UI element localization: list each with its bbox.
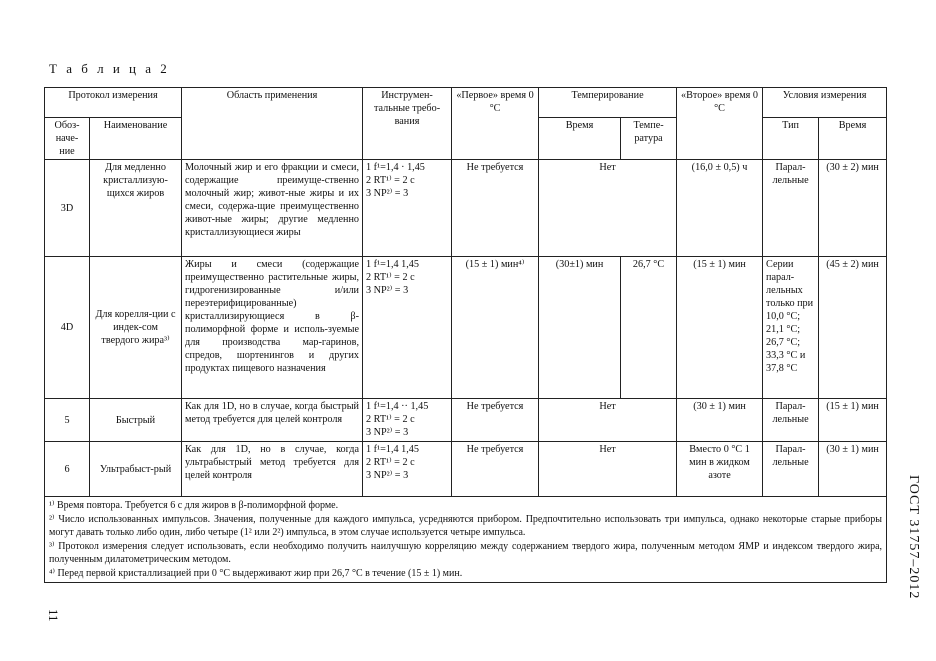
header-time: Время xyxy=(539,118,621,160)
cell-scope: Молочный жир и его фракции и смеси, содержащие преимуще-ственно молочный жир; живот-ные жиры и их смеси, содержа-щие преимущественно живот-ные жиры; другие медленно кристаллизующиеся жиры xyxy=(182,160,363,257)
protocol-table xyxy=(44,87,887,583)
cell-tempering-temp: 26,7 °С xyxy=(621,257,677,399)
cell-scope: Жиры и смеси (содержащие преимущественно растительные жиры, гидрогенизированные и/или переэтерифицированные) кристаллизирующиеся в β-полиморфной форме и исполь-зуемые для производства мар-гаринов, спредов, шортенингов и других продуктах пищевого назначения xyxy=(182,257,363,399)
page-number: 11 xyxy=(46,609,61,622)
header-conditions: Условия измерения xyxy=(763,88,887,118)
cell-instrument: 1 f¹=1,4 1,45 2 RT¹⁾ = 2 с 3 NP²⁾ = 3 xyxy=(363,257,452,399)
notes-row xyxy=(45,497,887,583)
cell-tempering: Нет xyxy=(539,442,677,497)
cell-second-time: (16,0 ± 0,5) ч xyxy=(677,160,763,257)
cell-type: Парал-лельные xyxy=(763,160,819,257)
cell-tempering: Нет xyxy=(539,160,677,257)
standard-label: ГОСТ 31757–2012 xyxy=(906,475,921,600)
cell-scope: Как для 1D, но в случае, когда быстрый метод требуется для целей контроля xyxy=(182,399,363,442)
cell-second-time: (15 ± 1) мин xyxy=(677,257,763,399)
header-tempering: Темперирование xyxy=(539,88,677,118)
table-row xyxy=(45,442,887,497)
table-title: Т а б л и ц а 2 xyxy=(49,61,170,76)
cell-name: Для корелля-ции с индек-сом твердого жира³⁾ xyxy=(90,257,182,399)
cell-type: Парал-лельные xyxy=(763,442,819,497)
cell-first-time: (15 ± 1) мин⁴⁾ xyxy=(452,257,539,399)
header-instrument: Инструмен-тальные требо-вания xyxy=(363,88,452,160)
footnotes xyxy=(45,497,887,583)
cell-time: (30 ± 2) мин xyxy=(819,160,887,257)
cell-type: Парал-лельные xyxy=(763,399,819,442)
table-row xyxy=(45,160,887,257)
footnote-2: ²⁾ Число использованных импульсов. Значения, полученные для каждого импульса, усредняются прибором. Предпочтительно использовать три импульса, однако некоторые старые приборы могут давать только либо один, либо четыре (1² или 2²) импульса, в этом случае используется четыре импульса. xyxy=(49,513,883,538)
header-protocol: Протокол измерения xyxy=(45,88,182,118)
cell-tempering-time: (30±1) мин xyxy=(539,257,621,399)
cell-designation: 5 xyxy=(45,399,90,442)
cell-designation: 4D xyxy=(45,257,90,399)
cell-name: Ультрабыст-рый xyxy=(90,442,182,497)
cell-instrument: 1 f¹=1,4 1,45 2 RT¹⁾ = 2 с 3 NP²⁾ = 3 xyxy=(363,442,452,497)
cell-second-time: Вместо 0 °С 1 мин в жидком азоте xyxy=(677,442,763,497)
cell-time: (15 ± 1) мин xyxy=(819,399,887,442)
cell-name: Для медленно кристаллизую-щихся жиров xyxy=(90,160,182,257)
header-scope: Область применения xyxy=(182,88,363,160)
cell-tempering: Нет xyxy=(539,399,677,442)
cell-scope: Как для 1D, но в случае, когда ультрабыстрый метод требуется для целей контроля xyxy=(182,442,363,497)
cell-name: Быстрый xyxy=(90,399,182,442)
cell-type: Серии парал-лельных только при 10,0 °С; 21,1 °С; 26,7 °С; 33,3 °С и 37,8 °С xyxy=(763,257,819,399)
footnote-1: ¹⁾ Время повтора. Требуется 6 с для жиров в β-полиморфной форме. xyxy=(49,500,339,511)
table-row xyxy=(45,257,887,399)
footnote-4: ⁴⁾ Перед первой кристаллизацией при 0 °С выдерживают жир при 26,7 °С в течение (15 ± 1) мин. xyxy=(49,567,463,579)
header-first-time: «Первое» время 0 °С xyxy=(452,88,539,160)
cell-designation: 3D xyxy=(45,160,90,257)
cell-time: (45 ± 2) мин xyxy=(819,257,887,399)
header-time2: Время xyxy=(819,118,887,160)
header-name: Наименование xyxy=(90,118,182,160)
header-designation: Обоз-наче-ние xyxy=(45,118,90,160)
header-type: Тип xyxy=(763,118,819,160)
cell-first-time: Не требуется xyxy=(452,160,539,257)
table-row xyxy=(45,399,887,442)
footnote-3: ³⁾ Протокол измерения следует использовать, если необходимо получить наилучшую корреляцию между содержанием твердого жира, полученным методом ЯМР и индексом твердого жира, полученным дилатометрическим методом. xyxy=(49,540,883,565)
cell-first-time: Не требуется xyxy=(452,399,539,442)
cell-designation: 6 xyxy=(45,442,90,497)
header-temperature: Темпе-ратура xyxy=(621,118,677,160)
cell-instrument: 1 f¹=1,4 ·· 1,45 2 RT¹⁾ = 2 с 3 NP²⁾ = 3 xyxy=(363,399,452,442)
cell-time: (30 ± 1) мин xyxy=(819,442,887,497)
cell-instrument: 1 f¹=1,4 · 1,45 2 RT¹⁾ = 2 с 3 NP²⁾ = 3 xyxy=(363,160,452,257)
header-second-time: «Второе» время 0 °С xyxy=(677,88,763,160)
cell-first-time: Не требуется xyxy=(452,442,539,497)
cell-second-time: (30 ± 1) мин xyxy=(677,399,763,442)
